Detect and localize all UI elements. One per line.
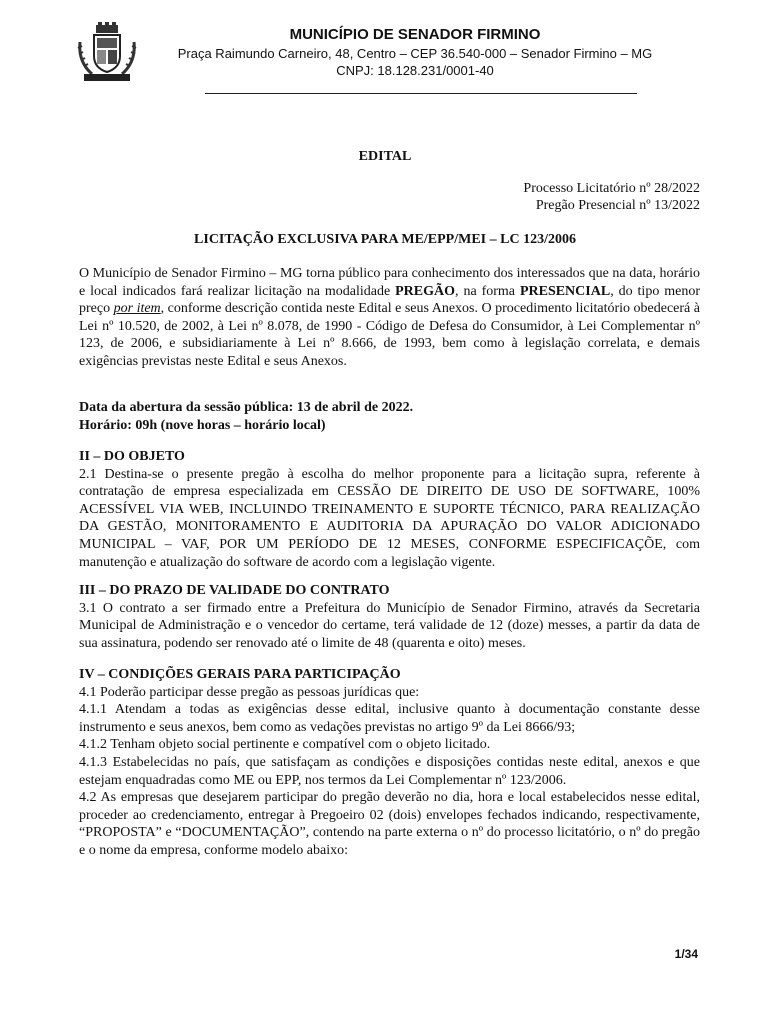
section-prazo-title: III – DO PRAZO DE VALIDADE DO CONTRATO: [79, 583, 390, 598]
section-objeto-title: II – DO OBJETO: [79, 449, 185, 464]
section-objeto-text: 2.1 Destina-se o presente pregão à escolha do melhor proponente para a licitação supra, referente à contratação de empresa especializada em CESSÃO DE DIREITO DE USO DE SOFTWARE, 100% ACESSÍVEL VIA WEB, INCLUINDO TREINAMENTO E SUPORTE TÉCNICO, PARA REALIZAÇÃO DA GESTÃO, MONITORAMENTO E AUDITORIA DA APURAÇÃO DO VALOR ADICIONADO MUNICIPAL – VAF, POR UM PERÍODO DE 12 MESES, CONFORME ESPECIFICAÇÕE, com manutenção e atualização do software de acordo com a legislação vigente.: [79, 466, 700, 570]
por-item-emphasis: por item: [113, 301, 161, 317]
municipality-name: MUNICÍPIO DE SENADOR FIRMINO: [289, 26, 541, 43]
intro-text-3: , do tipo menor preço: [79, 283, 701, 317]
section-prazo-text: 3.1 O contrato a ser firmado entre a Prefeitura do Município de Senador Firmino, através da Secretaria Municipal de Administração e o vencedor do certame, terá validade de 12 (doze) messes, a partir da data de sua assinatura, podendo ser renovado até o limite de 48 (quarenta e oito) meses.: [79, 600, 700, 651]
clause-4-2: 4.2 As empresas que desejarem participar do pregão deverão no dia, hora e local estabelecidos nesse edital, proceder ao credenciamento, entregar à Pregoeiro 02 (dois) envelopes fechados indicando, respectivamente, “PROPOSTA” e “DOCUMENTAÇÃO”, contendo na parte externa o nº do processo licitatório, o nº do pregão e o nome da empresa, conforme modelo abaixo:: [79, 790, 700, 858]
municipality-address: Praça Raimundo Carneiro, 48, Centro – CEP 36.540-000 – Senador Firmino – MG: [177, 46, 653, 61]
header-divider: [205, 93, 637, 94]
modality-pregao: PREGÃO: [395, 283, 456, 299]
session-info: [79, 399, 700, 434]
section-condicoes: [79, 666, 700, 860]
clause-4-1-2: 4.1.2 Tenham objeto social pertinente e compatível com o objeto licitado.: [79, 737, 491, 753]
exclusive-bidding-heading: LICITAÇÃO EXCLUSIVA PARA ME/EPP/MEI – LC 123/2006: [194, 232, 576, 247]
processo-number: Processo Licitatório nº 28/2022: [523, 181, 700, 196]
session-date: Data da abertura da sessão pública: 13 de abril de 2022.: [79, 400, 414, 415]
section-prazo: [79, 582, 700, 652]
intro-text-4: , conforme descrição contida neste Edital e seus Anexos. O procedimento licitatório obedecerá à Lei nº 10.520, de 2002, à Lei nº 8.078, de 1990 - Código de Defesa do Consumidor, à Lei Complementar nº 123, de 2006, e subsidiariamente à Lei nº 8.666, de 1993, bem como à legislação correlata, e demais exigências previstas neste Edital e seus Anexos.: [79, 301, 700, 369]
clause-4-1-1: 4.1.1 Atendam a todas as exigências desse edital, inclusive quanto à documentação constante desse instrumento e seus anexos, bem como as vedações previstas no artigo 9º da Lei 8666/93;: [79, 702, 700, 735]
intro-text-1: O Município de Senador Firmino – MG torna público para conhecimento dos interessados que na data, horário e local indicados fará realizar licitação na modalidade: [79, 266, 700, 299]
section-objeto: [79, 448, 700, 571]
clause-4-1: 4.1 Poderão participar desse pregão as pessoas jurídicas que:: [79, 684, 420, 700]
clause-4-1-3: 4.1.3 Estabelecidas no país, que satisfaçam as condições e disposições contidas neste edital, anexos e que estejam enquadradas como ME ou EPP, nos termos da Lei Complementar nº 123/2006.: [79, 754, 700, 788]
page-number: 1/34: [674, 947, 698, 961]
session-time: Horário: 09h (nove horas – horário local): [79, 417, 326, 433]
modality-presencial: PRESENCIAL: [519, 283, 611, 299]
section-condicoes-title: IV – CONDIÇÕES GERAIS PARA PARTICIPAÇÃO: [79, 667, 401, 682]
municipality-cnpj: CNPJ: 18.128.231/0001-40: [336, 63, 494, 78]
pregao-number: Pregão Presencial nº 13/2022: [535, 198, 700, 213]
document-title: EDITAL: [358, 149, 412, 164]
intro-paragraph: [79, 265, 700, 371]
intro-text-2: , na forma: [455, 283, 520, 299]
